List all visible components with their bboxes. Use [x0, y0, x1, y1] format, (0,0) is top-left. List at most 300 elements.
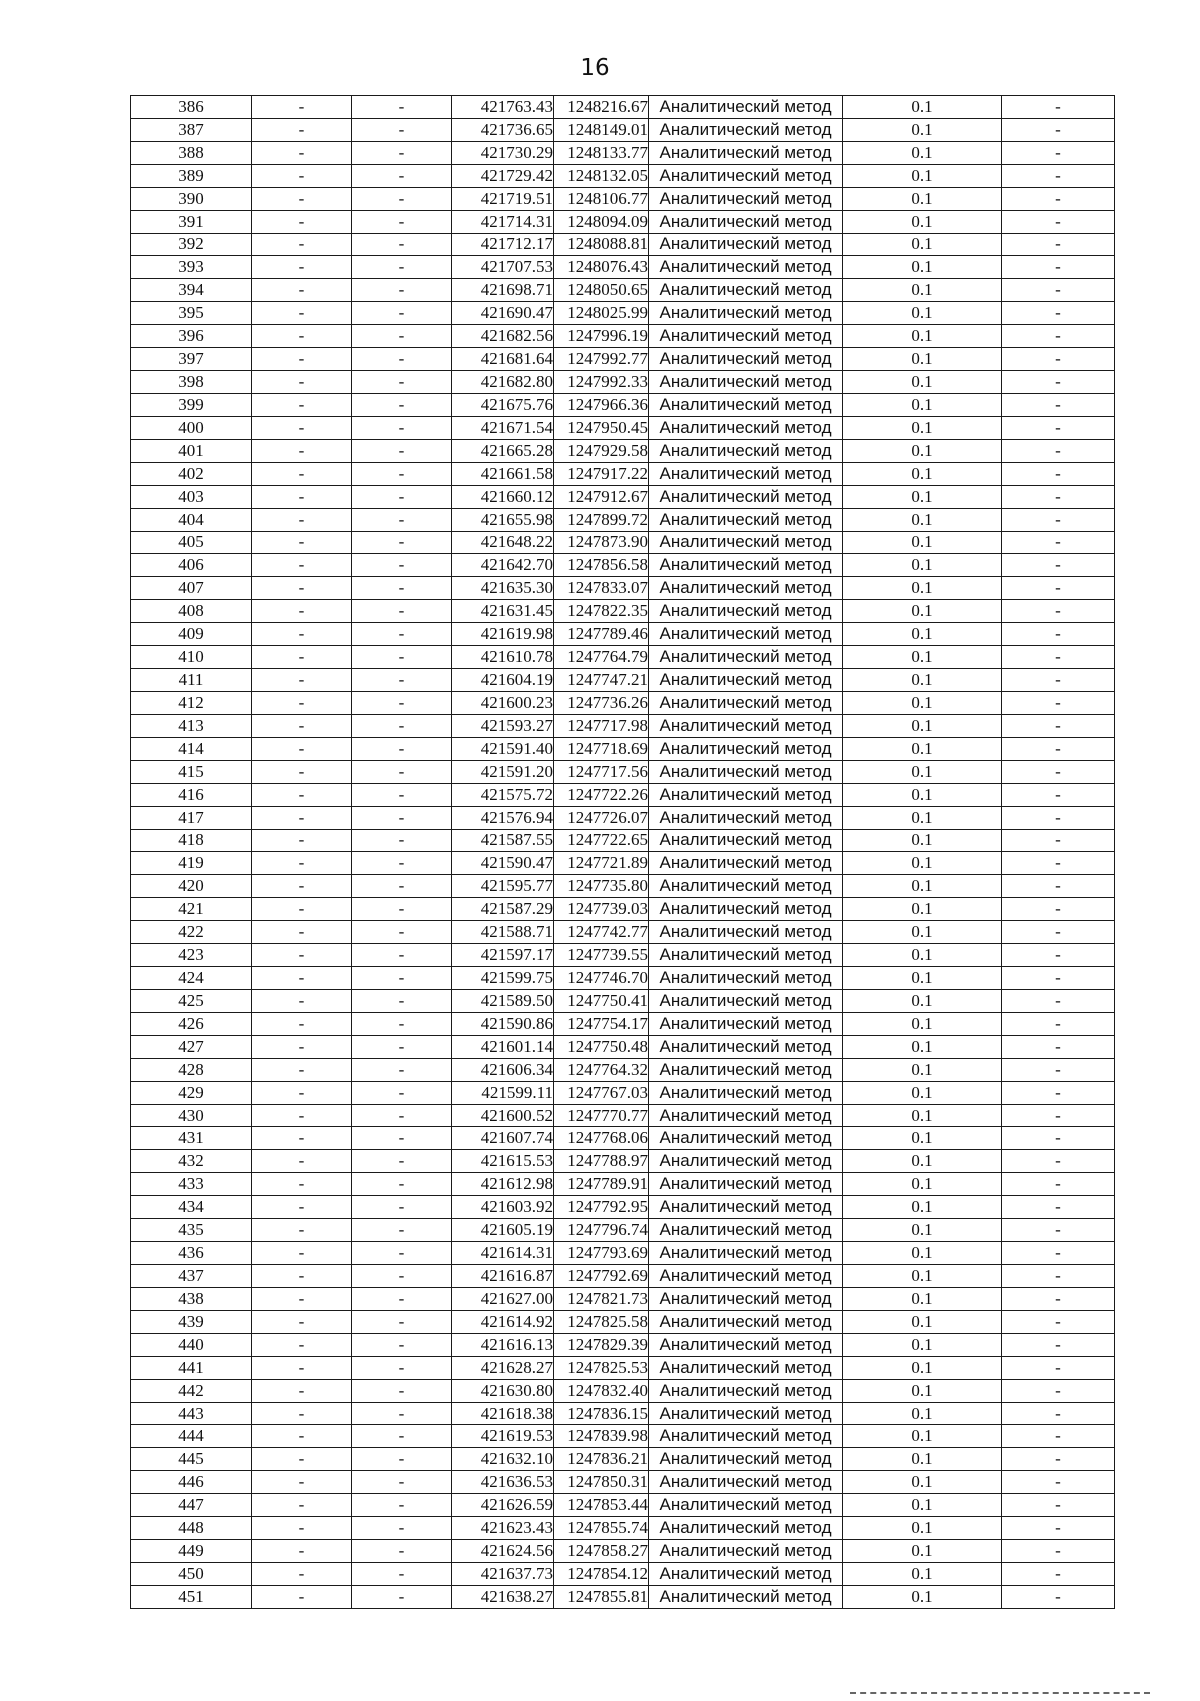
- point-number-cell: 418: [131, 829, 252, 852]
- method-cell: Аналитический метод: [649, 806, 843, 829]
- error-cell: 0.1: [843, 669, 1002, 692]
- x-coordinate-cell: 421631.45: [452, 600, 554, 623]
- point-number-cell: 413: [131, 714, 252, 737]
- y-coordinate-cell: 1247853.44: [554, 1494, 649, 1517]
- error-cell: 0.1: [843, 371, 1002, 394]
- point-number-cell: 407: [131, 577, 252, 600]
- error-cell: 0.1: [843, 531, 1002, 554]
- point-number-cell: 421: [131, 898, 252, 921]
- x-coordinate-cell: 421665.28: [452, 439, 554, 462]
- error-cell: 0.1: [843, 302, 1002, 325]
- x-coordinate-cell: 421707.53: [452, 256, 554, 279]
- y-coordinate-cell: 1248076.43: [554, 256, 649, 279]
- dash-cell-c: -: [1002, 829, 1115, 852]
- error-cell: 0.1: [843, 485, 1002, 508]
- x-coordinate-cell: 421627.00: [452, 1287, 554, 1310]
- dash-cell-b: -: [352, 1058, 452, 1081]
- dash-cell-b: -: [352, 164, 452, 187]
- method-cell: Аналитический метод: [649, 302, 843, 325]
- y-coordinate-cell: 1247789.91: [554, 1173, 649, 1196]
- dash-cell-b: -: [352, 210, 452, 233]
- dash-cell-a: -: [252, 1012, 352, 1035]
- dash-cell-c: -: [1002, 1265, 1115, 1288]
- table-row: [131, 141, 1115, 164]
- x-coordinate-cell: 421604.19: [452, 669, 554, 692]
- method-cell: Аналитический метод: [649, 1425, 843, 1448]
- y-coordinate-cell: 1247855.81: [554, 1585, 649, 1608]
- dash-cell-c: -: [1002, 898, 1115, 921]
- method-cell: Аналитический метод: [649, 1242, 843, 1265]
- dash-cell-c: -: [1002, 96, 1115, 119]
- method-cell: Аналитический метод: [649, 485, 843, 508]
- point-number-cell: 423: [131, 944, 252, 967]
- table-row: [131, 1517, 1115, 1540]
- x-coordinate-cell: 421648.22: [452, 531, 554, 554]
- table-row: [131, 1196, 1115, 1219]
- dash-cell-a: -: [252, 898, 352, 921]
- method-cell: Аналитический метод: [649, 1540, 843, 1563]
- y-coordinate-cell: 1247722.65: [554, 829, 649, 852]
- dash-cell-b: -: [352, 371, 452, 394]
- point-number-cell: 412: [131, 691, 252, 714]
- y-coordinate-cell: 1247992.33: [554, 371, 649, 394]
- dash-cell-c: -: [1002, 1402, 1115, 1425]
- point-number-cell: 424: [131, 967, 252, 990]
- error-cell: 0.1: [843, 1219, 1002, 1242]
- dash-cell-b: -: [352, 1356, 452, 1379]
- y-coordinate-cell: 1247739.03: [554, 898, 649, 921]
- point-number-cell: 387: [131, 118, 252, 141]
- method-cell: Аналитический метод: [649, 1471, 843, 1494]
- error-cell: 0.1: [843, 1081, 1002, 1104]
- dash-cell-c: -: [1002, 989, 1115, 1012]
- x-coordinate-cell: 421630.80: [452, 1379, 554, 1402]
- method-cell: Аналитический метод: [649, 187, 843, 210]
- dash-cell-a: -: [252, 371, 352, 394]
- error-cell: 0.1: [843, 1012, 1002, 1035]
- table-row: [131, 302, 1115, 325]
- dash-cell-a: -: [252, 1310, 352, 1333]
- y-coordinate-cell: 1247722.26: [554, 783, 649, 806]
- error-cell: 0.1: [843, 393, 1002, 416]
- point-number-cell: 392: [131, 233, 252, 256]
- method-cell: Аналитический метод: [649, 1563, 843, 1586]
- x-coordinate-cell: 421607.74: [452, 1127, 554, 1150]
- table-row: [131, 1448, 1115, 1471]
- x-coordinate-cell: 421614.31: [452, 1242, 554, 1265]
- point-number-cell: 430: [131, 1104, 252, 1127]
- dash-cell-a: -: [252, 623, 352, 646]
- point-number-cell: 411: [131, 669, 252, 692]
- error-cell: 0.1: [843, 508, 1002, 531]
- dash-cell-b: -: [352, 256, 452, 279]
- method-cell: Аналитический метод: [649, 1104, 843, 1127]
- point-number-cell: 448: [131, 1517, 252, 1540]
- error-cell: 0.1: [843, 1150, 1002, 1173]
- dash-cell-a: -: [252, 669, 352, 692]
- point-number-cell: 443: [131, 1402, 252, 1425]
- error-cell: 0.1: [843, 1356, 1002, 1379]
- x-coordinate-cell: 421712.17: [452, 233, 554, 256]
- dash-cell-c: -: [1002, 1333, 1115, 1356]
- table-row: [131, 508, 1115, 531]
- y-coordinate-cell: 1247793.69: [554, 1242, 649, 1265]
- x-coordinate-cell: 421605.19: [452, 1219, 554, 1242]
- point-number-cell: 451: [131, 1585, 252, 1608]
- x-coordinate-cell: 421599.11: [452, 1081, 554, 1104]
- error-cell: 0.1: [843, 141, 1002, 164]
- dash-cell-b: -: [352, 898, 452, 921]
- dash-cell-b: -: [352, 875, 452, 898]
- table-row: [131, 623, 1115, 646]
- x-coordinate-cell: 421606.34: [452, 1058, 554, 1081]
- table-row: [131, 1035, 1115, 1058]
- point-number-cell: 414: [131, 737, 252, 760]
- point-number-cell: 441: [131, 1356, 252, 1379]
- point-number-cell: 417: [131, 806, 252, 829]
- error-cell: 0.1: [843, 96, 1002, 119]
- y-coordinate-cell: 1248094.09: [554, 210, 649, 233]
- y-coordinate-cell: 1247839.98: [554, 1425, 649, 1448]
- method-cell: Аналитический метод: [649, 1035, 843, 1058]
- x-coordinate-cell: 421593.27: [452, 714, 554, 737]
- x-coordinate-cell: 421698.71: [452, 279, 554, 302]
- point-number-cell: 420: [131, 875, 252, 898]
- dash-cell-a: -: [252, 737, 352, 760]
- method-cell: Аналитический метод: [649, 416, 843, 439]
- method-cell: Аналитический метод: [649, 371, 843, 394]
- table-row: [131, 691, 1115, 714]
- error-cell: 0.1: [843, 691, 1002, 714]
- dash-cell-a: -: [252, 1265, 352, 1288]
- table-row: [131, 348, 1115, 371]
- point-number-cell: 419: [131, 852, 252, 875]
- method-cell: Аналитический метод: [649, 829, 843, 852]
- table-row: [131, 416, 1115, 439]
- dash-cell-c: -: [1002, 279, 1115, 302]
- table-row: [131, 1104, 1115, 1127]
- dash-cell-a: -: [252, 1058, 352, 1081]
- method-cell: Аналитический метод: [649, 1196, 843, 1219]
- y-coordinate-cell: 1247912.67: [554, 485, 649, 508]
- method-cell: Аналитический метод: [649, 1310, 843, 1333]
- table-row: [131, 233, 1115, 256]
- point-number-cell: 433: [131, 1173, 252, 1196]
- dash-cell-a: -: [252, 348, 352, 371]
- x-coordinate-cell: 421655.98: [452, 508, 554, 531]
- dash-cell-b: -: [352, 1585, 452, 1608]
- method-cell: Аналитический метод: [649, 1379, 843, 1402]
- x-coordinate-cell: 421642.70: [452, 554, 554, 577]
- method-cell: Аналитический метод: [649, 141, 843, 164]
- method-cell: Аналитический метод: [649, 1173, 843, 1196]
- x-coordinate-cell: 421587.29: [452, 898, 554, 921]
- dash-cell-c: -: [1002, 348, 1115, 371]
- dash-cell-b: -: [352, 921, 452, 944]
- dash-cell-b: -: [352, 416, 452, 439]
- dash-cell-a: -: [252, 531, 352, 554]
- dash-cell-c: -: [1002, 1081, 1115, 1104]
- table-row: [131, 737, 1115, 760]
- dash-cell-a: -: [252, 508, 352, 531]
- dash-cell-c: -: [1002, 371, 1115, 394]
- point-number-cell: 388: [131, 141, 252, 164]
- point-number-cell: 440: [131, 1333, 252, 1356]
- table-row: [131, 1471, 1115, 1494]
- method-cell: Аналитический метод: [649, 1127, 843, 1150]
- dash-cell-c: -: [1002, 967, 1115, 990]
- error-cell: 0.1: [843, 1058, 1002, 1081]
- dash-cell-a: -: [252, 1494, 352, 1517]
- dash-cell-b: -: [352, 118, 452, 141]
- table-row: [131, 875, 1115, 898]
- dash-cell-b: -: [352, 348, 452, 371]
- method-cell: Аналитический метод: [649, 875, 843, 898]
- dash-cell-c: -: [1002, 302, 1115, 325]
- table-row: [131, 1540, 1115, 1563]
- dash-cell-a: -: [252, 714, 352, 737]
- dash-cell-c: -: [1002, 118, 1115, 141]
- method-cell: Аналитический метод: [649, 714, 843, 737]
- method-cell: Аналитический метод: [649, 554, 843, 577]
- x-coordinate-cell: 421730.29: [452, 141, 554, 164]
- dash-cell-b: -: [352, 1333, 452, 1356]
- error-cell: 0.1: [843, 1287, 1002, 1310]
- dash-cell-b: -: [352, 691, 452, 714]
- dash-cell-a: -: [252, 875, 352, 898]
- table-row: [131, 760, 1115, 783]
- point-number-cell: 391: [131, 210, 252, 233]
- dash-cell-a: -: [252, 1540, 352, 1563]
- dash-cell-b: -: [352, 187, 452, 210]
- dash-cell-a: -: [252, 806, 352, 829]
- dash-cell-b: -: [352, 393, 452, 416]
- dash-cell-b: -: [352, 806, 452, 829]
- error-cell: 0.1: [843, 1310, 1002, 1333]
- dash-cell-c: -: [1002, 1150, 1115, 1173]
- dash-cell-b: -: [352, 967, 452, 990]
- dash-cell-b: -: [352, 531, 452, 554]
- dash-cell-a: -: [252, 462, 352, 485]
- point-number-cell: 442: [131, 1379, 252, 1402]
- dash-cell-b: -: [352, 1563, 452, 1586]
- dash-cell-a: -: [252, 646, 352, 669]
- point-number-cell: 432: [131, 1150, 252, 1173]
- dash-cell-b: -: [352, 96, 452, 119]
- y-coordinate-cell: 1247750.48: [554, 1035, 649, 1058]
- table-row: [131, 531, 1115, 554]
- point-number-cell: 439: [131, 1310, 252, 1333]
- y-coordinate-cell: 1248088.81: [554, 233, 649, 256]
- dash-cell-b: -: [352, 1242, 452, 1265]
- table-row: [131, 967, 1115, 990]
- dash-cell-c: -: [1002, 141, 1115, 164]
- dash-cell-c: -: [1002, 875, 1115, 898]
- table-row: [131, 279, 1115, 302]
- dash-cell-a: -: [252, 691, 352, 714]
- table-row: [131, 577, 1115, 600]
- dash-cell-c: -: [1002, 1058, 1115, 1081]
- y-coordinate-cell: 1247966.36: [554, 393, 649, 416]
- error-cell: 0.1: [843, 187, 1002, 210]
- error-cell: 0.1: [843, 944, 1002, 967]
- dash-cell-a: -: [252, 416, 352, 439]
- dash-cell-b: -: [352, 1517, 452, 1540]
- y-coordinate-cell: 1247836.15: [554, 1402, 649, 1425]
- y-coordinate-cell: 1247768.06: [554, 1127, 649, 1150]
- method-cell: Аналитический метод: [649, 393, 843, 416]
- dash-cell-a: -: [252, 1356, 352, 1379]
- point-number-cell: 447: [131, 1494, 252, 1517]
- method-cell: Аналитический метод: [649, 325, 843, 348]
- dash-cell-b: -: [352, 508, 452, 531]
- y-coordinate-cell: 1247992.77: [554, 348, 649, 371]
- dash-cell-b: -: [352, 760, 452, 783]
- y-coordinate-cell: 1247736.26: [554, 691, 649, 714]
- point-number-cell: 427: [131, 1035, 252, 1058]
- error-cell: 0.1: [843, 1265, 1002, 1288]
- dash-cell-c: -: [1002, 439, 1115, 462]
- dash-cell-b: -: [352, 302, 452, 325]
- dash-cell-c: -: [1002, 1356, 1115, 1379]
- dash-cell-b: -: [352, 1494, 452, 1517]
- dash-cell-a: -: [252, 1379, 352, 1402]
- error-cell: 0.1: [843, 1585, 1002, 1608]
- dash-cell-c: -: [1002, 1379, 1115, 1402]
- dash-cell-c: -: [1002, 1563, 1115, 1586]
- y-coordinate-cell: 1247735.80: [554, 875, 649, 898]
- dash-cell-c: -: [1002, 1471, 1115, 1494]
- dash-cell-c: -: [1002, 1517, 1115, 1540]
- y-coordinate-cell: 1247747.21: [554, 669, 649, 692]
- dash-cell-a: -: [252, 1471, 352, 1494]
- point-number-cell: 444: [131, 1425, 252, 1448]
- dash-cell-b: -: [352, 737, 452, 760]
- error-cell: 0.1: [843, 1563, 1002, 1586]
- x-coordinate-cell: 421590.47: [452, 852, 554, 875]
- table-row: [131, 1150, 1115, 1173]
- method-cell: Аналитический метод: [649, 1287, 843, 1310]
- table-row: [131, 1127, 1115, 1150]
- method-cell: Аналитический метод: [649, 118, 843, 141]
- dash-cell-c: -: [1002, 921, 1115, 944]
- y-coordinate-cell: 1247788.97: [554, 1150, 649, 1173]
- dash-cell-a: -: [252, 944, 352, 967]
- error-cell: 0.1: [843, 760, 1002, 783]
- table-row: [131, 1563, 1115, 1586]
- y-coordinate-cell: 1247764.79: [554, 646, 649, 669]
- x-coordinate-cell: 421690.47: [452, 302, 554, 325]
- x-coordinate-cell: 421632.10: [452, 1448, 554, 1471]
- y-coordinate-cell: 1247829.39: [554, 1333, 649, 1356]
- table-row: [131, 829, 1115, 852]
- method-cell: Аналитический метод: [649, 898, 843, 921]
- y-coordinate-cell: 1247796.74: [554, 1219, 649, 1242]
- dash-cell-b: -: [352, 233, 452, 256]
- y-coordinate-cell: 1247855.74: [554, 1517, 649, 1540]
- error-cell: 0.1: [843, 1379, 1002, 1402]
- y-coordinate-cell: 1248149.01: [554, 118, 649, 141]
- y-coordinate-cell: 1247917.22: [554, 462, 649, 485]
- error-cell: 0.1: [843, 783, 1002, 806]
- error-cell: 0.1: [843, 1402, 1002, 1425]
- point-number-cell: 410: [131, 646, 252, 669]
- point-number-cell: 416: [131, 783, 252, 806]
- y-coordinate-cell: 1248133.77: [554, 141, 649, 164]
- method-cell: Аналитический метод: [649, 760, 843, 783]
- table-row: [131, 806, 1115, 829]
- y-coordinate-cell: 1247717.56: [554, 760, 649, 783]
- error-cell: 0.1: [843, 829, 1002, 852]
- x-coordinate-cell: 421610.78: [452, 646, 554, 669]
- y-coordinate-cell: 1247996.19: [554, 325, 649, 348]
- x-coordinate-cell: 421590.86: [452, 1012, 554, 1035]
- x-coordinate-cell: 421637.73: [452, 1563, 554, 1586]
- table-row: [131, 393, 1115, 416]
- error-cell: 0.1: [843, 279, 1002, 302]
- error-cell: 0.1: [843, 577, 1002, 600]
- dash-cell-a: -: [252, 1585, 352, 1608]
- y-coordinate-cell: 1247767.03: [554, 1081, 649, 1104]
- dash-cell-b: -: [352, 944, 452, 967]
- point-number-cell: 437: [131, 1265, 252, 1288]
- method-cell: Аналитический метод: [649, 1333, 843, 1356]
- method-cell: Аналитический метод: [649, 646, 843, 669]
- table-row: [131, 1265, 1115, 1288]
- x-coordinate-cell: 421618.38: [452, 1402, 554, 1425]
- dash-cell-b: -: [352, 485, 452, 508]
- point-number-cell: 422: [131, 921, 252, 944]
- error-cell: 0.1: [843, 1517, 1002, 1540]
- method-cell: Аналитический метод: [649, 210, 843, 233]
- y-coordinate-cell: 1247792.69: [554, 1265, 649, 1288]
- error-cell: 0.1: [843, 1242, 1002, 1265]
- point-number-cell: 431: [131, 1127, 252, 1150]
- dash-cell-a: -: [252, 1448, 352, 1471]
- x-coordinate-cell: 421763.43: [452, 96, 554, 119]
- dash-cell-a: -: [252, 1173, 352, 1196]
- method-cell: Аналитический метод: [649, 967, 843, 990]
- dash-cell-a: -: [252, 554, 352, 577]
- dash-cell-c: -: [1002, 1494, 1115, 1517]
- point-number-cell: 446: [131, 1471, 252, 1494]
- point-number-cell: 390: [131, 187, 252, 210]
- dash-cell-c: -: [1002, 623, 1115, 646]
- dash-cell-b: -: [352, 1012, 452, 1035]
- error-cell: 0.1: [843, 233, 1002, 256]
- dash-cell-b: -: [352, 714, 452, 737]
- y-coordinate-cell: 1248050.65: [554, 279, 649, 302]
- method-cell: Аналитический метод: [649, 96, 843, 119]
- method-cell: Аналитический метод: [649, 508, 843, 531]
- dash-cell-a: -: [252, 256, 352, 279]
- point-number-cell: 403: [131, 485, 252, 508]
- dash-cell-a: -: [252, 600, 352, 623]
- point-number-cell: 450: [131, 1563, 252, 1586]
- dash-cell-a: -: [252, 1196, 352, 1219]
- y-coordinate-cell: 1247950.45: [554, 416, 649, 439]
- point-number-cell: 434: [131, 1196, 252, 1219]
- dash-cell-c: -: [1002, 1540, 1115, 1563]
- table-row: [131, 1287, 1115, 1310]
- dash-cell-c: -: [1002, 783, 1115, 806]
- dash-cell-b: -: [352, 1081, 452, 1104]
- point-number-cell: 408: [131, 600, 252, 623]
- table-row: [131, 439, 1115, 462]
- method-cell: Аналитический метод: [649, 921, 843, 944]
- table-row: [131, 256, 1115, 279]
- table-row: [131, 1173, 1115, 1196]
